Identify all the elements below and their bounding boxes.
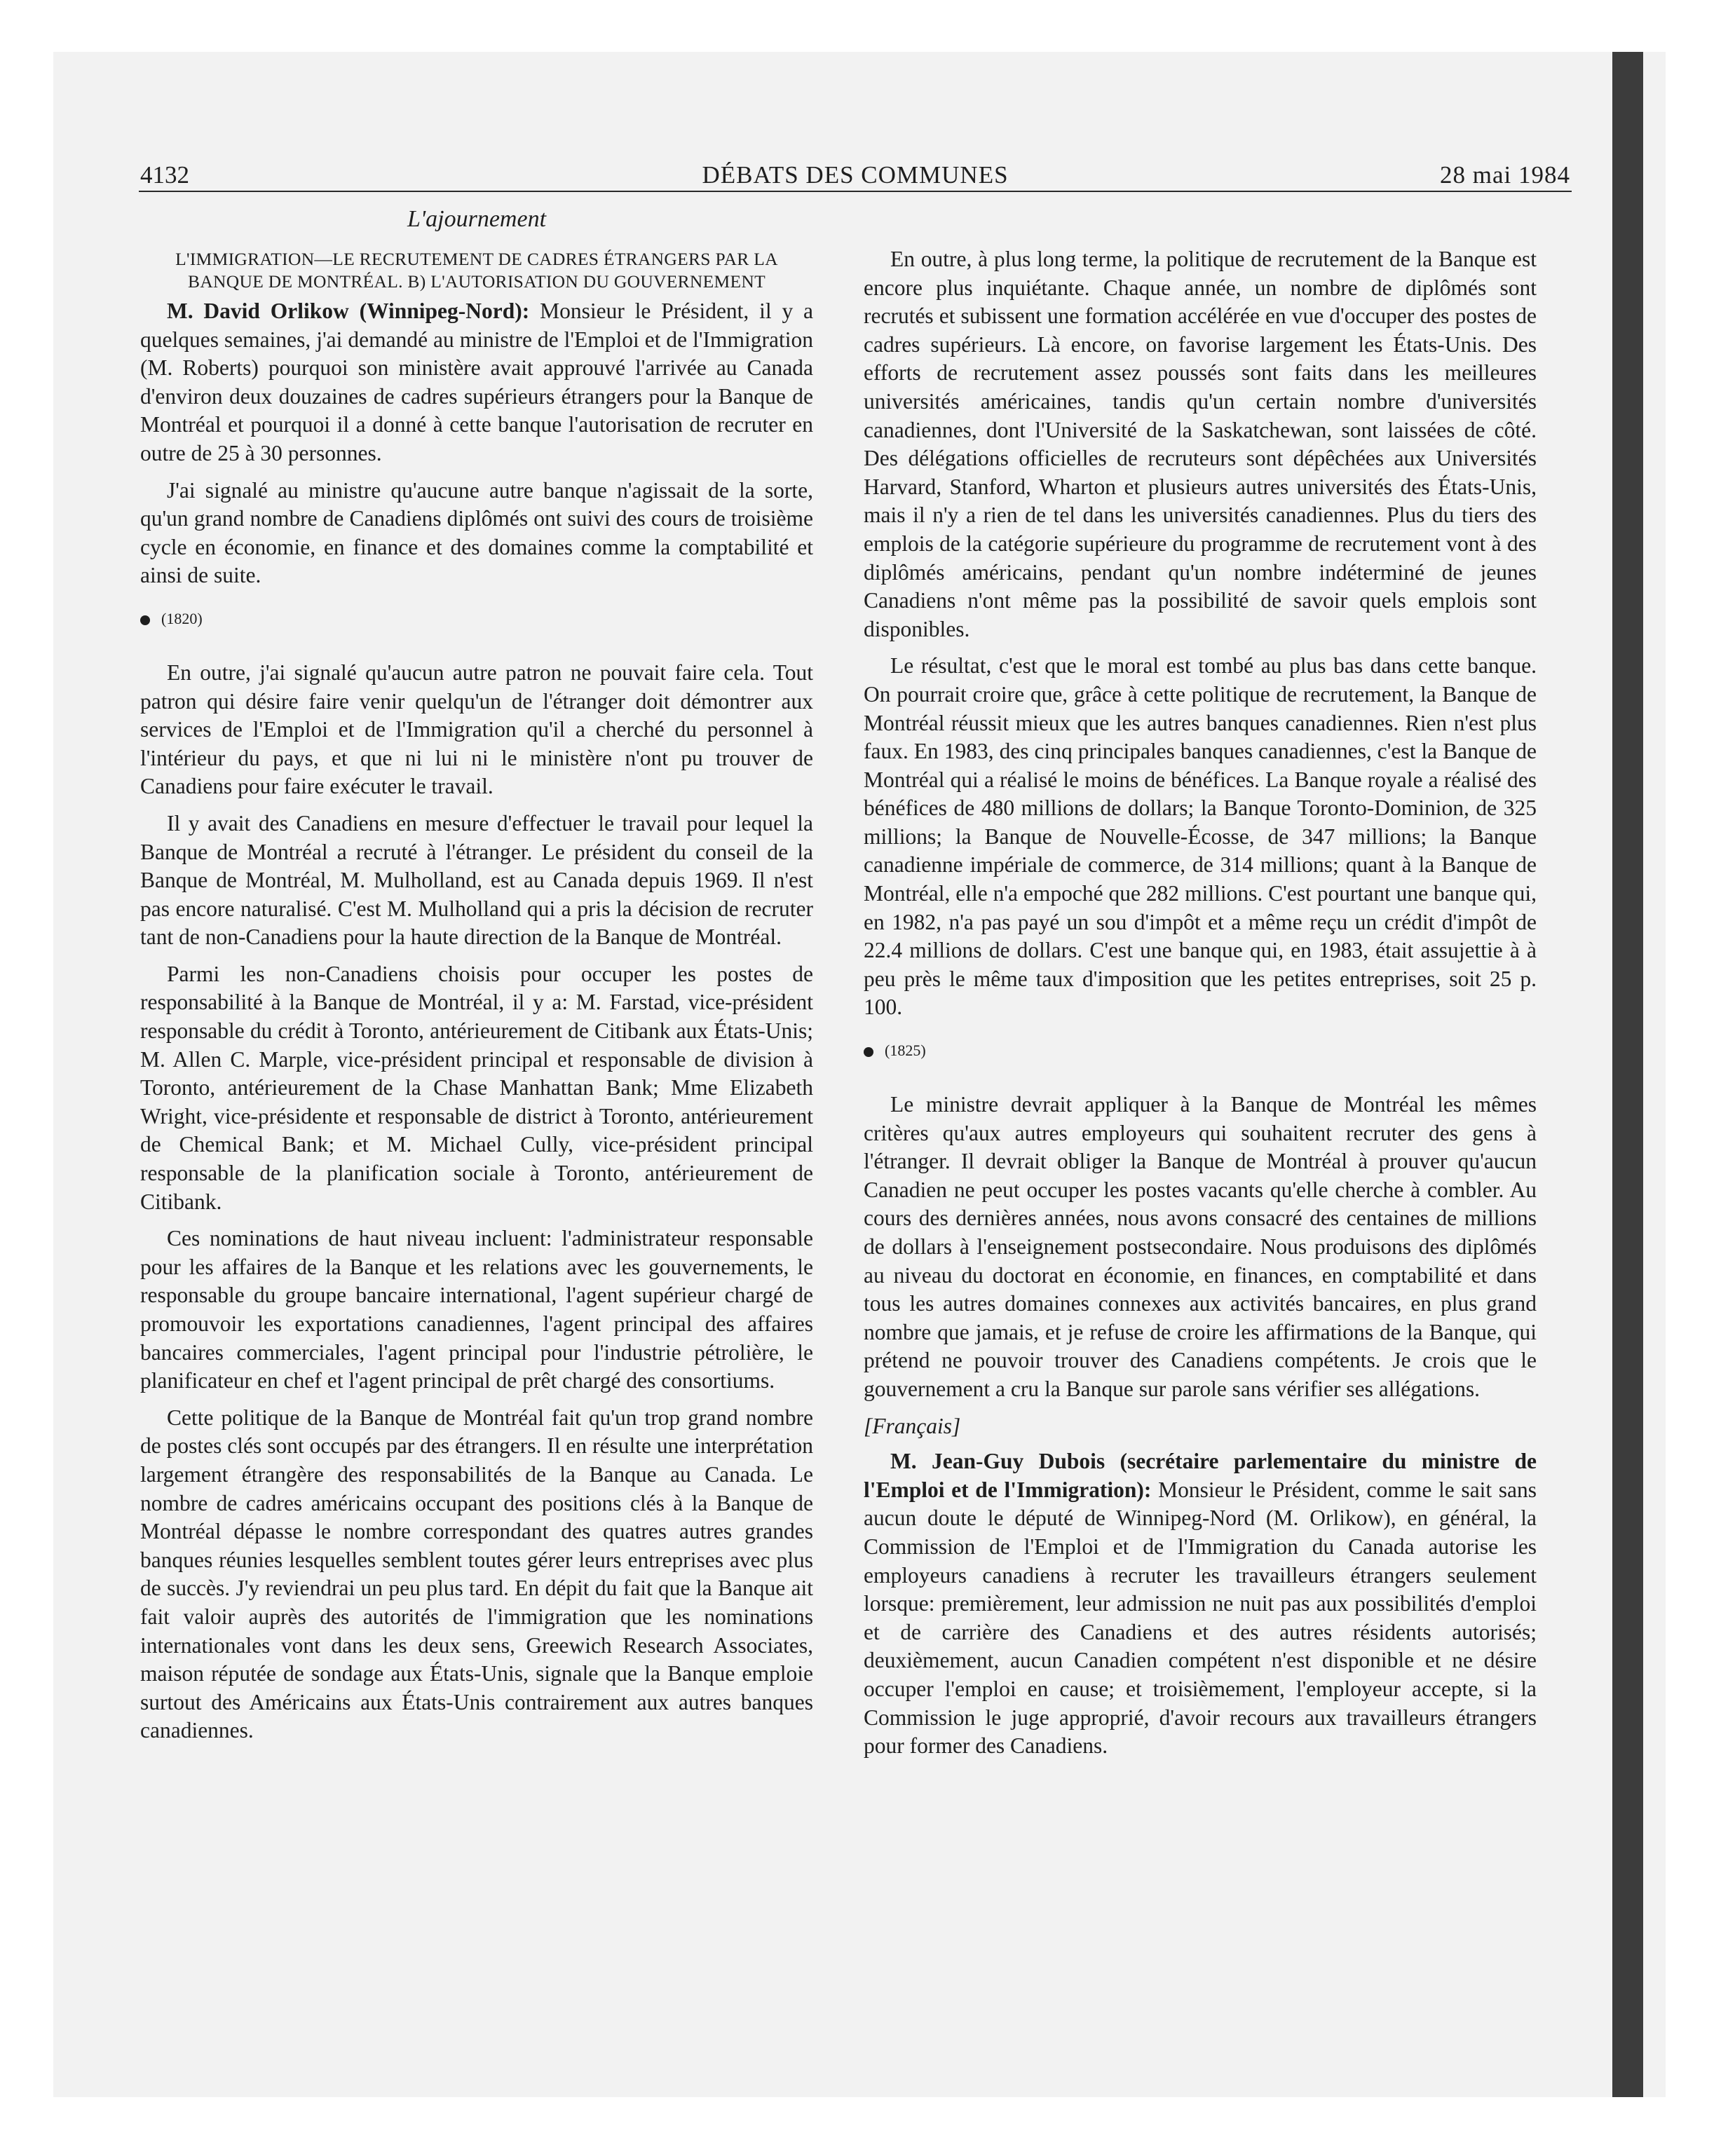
- right-column: [864, 245, 1537, 1769]
- paragraph: En outre, à plus long terme, la politique de recrutement de la Banque est encore plus inquiétante. Chaque année, un nombre de diplômés sont recrutés et subissent une formation accélérée en vue d'occuper des postes de cadres supérieurs. Là encore, on favorise largement les États-Unis. Des efforts de recrutement assez poussés sont faits dans les meilleures universités américaines, tandis qu'un certain nombre d'universités canadiennes, dont l'Université de la Saskatchewan, sont laissées de côté. Des délégations officielles de recruteurs sont dépêchées aux Universités Harvard, Stanford, Wharton et plusieurs autres universités des États-Unis, mais il n'y a rien de tel dans les universités canadiennes. Plus du tiers des emplois de la catégorie supérieure du programme de recrutement vont à des diplômés américains, pendant qu'un nombre indéterminé de jeunes Canadiens n'ont même pas la possibilité de savoir quels emplois sont disponibles.: [864, 247, 1537, 641]
- paragraph: Cette politique de la Banque de Montréal fait qu'un trop grand nombre de postes clés sont occupés par des étrangers. Il en résulte une interprétation largement étrangère des responsabilités de la Banque au Canada. Le nombre de cadres américains occupant des positions clés à la Banque de Montréal dépasse le nombre correspondant des quatres autres grandes banques réunies lesquelles semblent toutes gérer leurs entreprises avec plus de succès. J'y reviendrai un peu plus tard. En dépit du fait que la Banque ait fait valoir auprès des autorités de l'immigration que les nominations internationales vont dans les deux sens, Greewich Research Associates, maison réputée de sondage aux États-Unis, signale que la Banque emploie surtout des Américains aux États-Unis contrairement aux autres banques canadiennes.: [140, 1405, 813, 1743]
- time-marker-label: (1820): [161, 609, 203, 627]
- bullet-icon: [864, 1047, 873, 1057]
- time-marker: [864, 1040, 1537, 1061]
- section-title: L'ajournement: [407, 206, 547, 232]
- paragraph-text: Monsieur le Président, il y a quelques semaines, j'ai demandé au ministre de l'Emploi et de l'Immigration (M. Roberts) pourquoi son ministère avait approuvé l'arrivée au Canada d'environ deux douzaines de cadres supérieurs étrangers pour la Banque de Montréal et pourquoi il a donné à cette banque l'autorisation de recruter en outre de 25 à 30 personnes.: [140, 299, 813, 465]
- bullet-icon: [140, 615, 150, 625]
- paragraph: Ces nominations de haut niveau incluent: l'administrateur responsable pour les affaires de la Banque et les relations avec les gouvernements, le responsable du groupe bancaire international, l'agent supérieur chargé de promouvoir les exportations canadiennes, l'agent principal des affaires bancaires commerciales, l'agent principal pour l'industrie pétrolière, le planificateur en chef et l'agent principal de prêt chargé des consortiums.: [140, 1226, 813, 1393]
- page-header: [140, 158, 1570, 192]
- language-tag: [Français]: [864, 1413, 961, 1438]
- paragraph: Parmi les non-Canadiens choisis pour occuper les postes de responsabilité à la Banque de Montréal, il y a: M. Farstad, vice-président responsable du crédit à Toronto, antérieurement de Citibank aux États-Unis; M. Allen C. Marple, vice-président principal et responsable de division à Toronto, antérieurement de la Chase Manhattan Bank; Mme Elizabeth Wright, vice-présidente et responsable de district à Toronto, antérieurement de Chemical Bank; et M. Michael Cully, vice-président principal responsable de la planification sociale à Toronto, antérieurement de Citibank.: [140, 961, 813, 1214]
- page-number: 4132: [140, 161, 189, 189]
- topic-heading: L'IMMIGRATION—LE RECRUTEMENT DE CADRES ÉTRANGERS PAR LA BANQUE DE MONTRÉAL. B) L'AUTORISATION DU GOUVERNEMENT: [175, 249, 778, 292]
- paragraph: [864, 1447, 1537, 1761]
- speaker-name: M. Jean-Guy Dubois (secrétaire parlementaire du ministre de l'Emploi et de l'Immigration):: [864, 1449, 1537, 1502]
- paragraph: En outre, j'ai signalé qu'aucun autre patron ne pouvait faire cela. Tout patron qui désire faire venir quelqu'un de l'étranger doit démontrer aux services de l'Emploi et de l'Immigration qu'il a cherché du personnel à l'intérieur du pays, et que ni lui ni le ministère n'ont pu trouver de Canadiens pour faire exécuter le travail.: [140, 660, 813, 799]
- paragraph: Le ministre devrait appliquer à la Banque de Montréal les mêmes critères qu'aux autres employeurs qui souhaitent recruter des gens à l'étranger. Il devrait obliger la Banque de Montréal à prouver qu'aucun Canadien ne peut occuper les postes vacants qu'elle cherche à combler. Au cours des dernières années, nous avons consacré des centaines de millions de dollars à l'enseignement postsecondaire. Nous produisons des diplômés au niveau du doctorat en économie, en finances, en comptabilité et dans tous les autres domaines connexes aux activités bancaires, en plus grand nombre que jamais, et je refuse de croire les affirmations de la Banque, qui prétend ne pouvoir trouver des Canadiens compétents. Je crois que le gouvernement a cru la Banque sur parole sans vérifier ses allégations.: [864, 1092, 1537, 1401]
- paragraph: Il y avait des Canadiens en mesure d'effectuer le travail pour lequel la Banque de Montréal a recruté à l'étranger. Le président du conseil de la Banque de Montréal, M. Mulholland, est au Canada depuis 1969. Il n'est pas encore naturalisé. C'est M. Mulholland qui a pris la décision de recruter tant de non-Canadiens pour la haute direction de la Banque de Montréal.: [140, 810, 813, 950]
- header-rule: [139, 191, 1572, 192]
- scan-edge-shadow: [1612, 52, 1643, 2097]
- left-column: [140, 205, 813, 1754]
- paragraph: [140, 297, 813, 468]
- page-date: 28 mai 1984: [1440, 161, 1570, 189]
- time-marker: [140, 608, 813, 629]
- time-marker-label: (1825): [885, 1042, 926, 1060]
- speaker-name: M. David Orlikow (Winnipeg-Nord):: [167, 299, 530, 323]
- publication-title: DÉBATS DES COMMUNES: [702, 161, 1009, 189]
- paragraph: Le résultat, c'est que le moral est tombé au plus bas dans cette banque. On pourrait croire que, grâce à cette politique de recrutement, la Banque de Montréal réussit mieux que les autres banques canadiennes. Rien n'est plus faux. En 1983, des cinq principales banques canadiennes, c'est la Banque de Montréal qui a réalisé le moins de bénéfices. La Banque royale a réalisé des bénéfices de 480 millions de dollars; la Banque Toronto-Dominion, de 325 millions; la Banque de Nouvelle-Écosse, de 347 millions; la Banque canadienne impériale de commerce, de 314 millions; quant à la Banque de Montréal, elle n'a empoché que 282 millions. C'est pourtant une banque qui, en 1982, n'a pas payé un sou d'impôt et a même reçu un crédit d'impôt de 22.4 millions de dollars. C'est une banque qui, en 1983, était assujettie à à peu près le même taux d'imposition que les petites entreprises, soit 25 p. 100.: [864, 653, 1537, 1020]
- paragraph-text: Monsieur le Président, comme le sait sans aucun doute le député de Winnipeg-Nord (M. Orlikow), en général, la Commission de l'Emploi et de l'Immigration du Canada autorise les employeurs canadiens à recruter les travailleurs étrangers seulement lorsque: premièrement, leur admission ne nuit pas aux possibilités d'emploi et de carrière des Canadiens et des autres résidents autorisés; deuxièmement, aucun Canadien compétent n'est disponible et ne désire occuper l'emploi en cause; et troisièmement, l'employeur accepte, si la Commission le juge approprié, d'avoir recours aux travailleurs étrangers pour former des Canadiens.: [864, 1477, 1537, 1759]
- paragraph: J'ai signalé au ministre qu'aucune autre banque n'agissait de la sorte, qu'un grand nombre de Canadiens diplômés ont suivi des cours de troisième cycle en économie, en finance et des domaines comme la comptabilité et ainsi de suite.: [140, 477, 813, 588]
